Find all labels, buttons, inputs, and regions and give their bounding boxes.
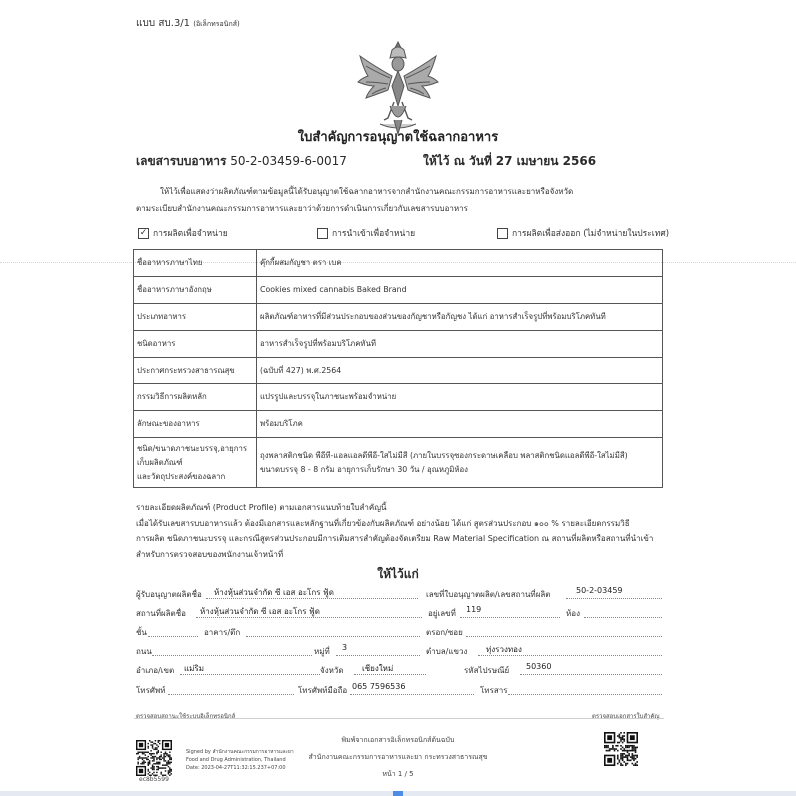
checkbox-empty-icon	[497, 228, 508, 239]
field-line	[336, 655, 420, 656]
purpose-option-label: การนำเข้าเพื่อจำหน่าย	[332, 229, 416, 239]
district-value: แม่ริม	[184, 664, 204, 673]
row-label: ชื่ออาหารภาษาอังกฤษ	[134, 276, 257, 303]
province-value: เชียงใหม่	[362, 664, 394, 673]
field-line	[466, 636, 662, 637]
row-label: ลักษณะของอาหาร	[134, 411, 257, 438]
alley-label: ตรอก/ซอย	[426, 628, 463, 637]
licensee-section-title: ให้ไว้แก่	[377, 567, 419, 581]
row-label: ประเภทอาหาร	[134, 303, 257, 330]
issued-date	[423, 152, 596, 171]
form-code	[136, 16, 240, 31]
row-value: (ฉบับที่ 427) พ.ศ.2564	[257, 357, 663, 384]
package-value-1: ถุงพลาสติกชนิด พีอีที-แอลแอลดีพีอี-ใสไม่มีสี (ภายในบรรจุซองกระดาษเคลือบ พลาสติกชนิดแอลดีพีอี-ใสไม่มีสี)	[260, 450, 628, 460]
licensee-name-value: ห้างหุ้นส่วนจำกัด ซี เอส อะโกร ฟู้ด	[214, 588, 334, 597]
room-label: ห้อง	[566, 609, 580, 618]
signature-line-1: Signed by สำนักงานคณะกรรมการอาหารและยา	[186, 749, 294, 755]
row-value: คุ๊กกี้ผสมกัญชา ตรา เบค	[257, 250, 663, 277]
field-line	[460, 617, 560, 618]
license-number-value: 50-2-03459	[576, 586, 623, 595]
registration-number	[136, 152, 347, 171]
profile-line-2: เมื่อได้รับเลขสารบบอาหารแล้ว ต้องมีเอกสารและหลักฐานที่เกี่ยวข้องกับผลิตภัณฑ์ อย่างน้อย ได้แก่ สูตรส่วนประกอบ ๑๐๐ % รายละเอียดกรรมวิธี	[136, 518, 630, 528]
field-line	[168, 694, 294, 695]
row-value: Cookies mixed cannabis Baked Brand	[257, 276, 663, 303]
table-row	[134, 250, 663, 277]
intro-line-1: ให้ไว้เพื่อแสดงว่าผลิตภัณฑ์ตามข้อมูลนี้ได้รับอนุญาตใช้ฉลากอาหารจากสำนักงานคณะกรรมการอาหารและยาหรือจังหวัด	[160, 187, 574, 196]
status-check-note: ตรวจสอบสถานะใช้ระบบอิเล็กทรอนิกส์	[136, 713, 236, 720]
row-value: ผลิตภัณฑ์อาหารที่มีส่วนประกอบของส่วนของกัญชาหรือกัญชง ได้แก่ อาหารสำเร็จรูปที่พร้อมบริโภคทันที	[257, 303, 663, 330]
field-line	[148, 636, 198, 637]
mobile-value: 065 7596536	[352, 682, 406, 691]
table-row	[134, 357, 663, 384]
package-label-1: ชนิด/ขนาดภาชนะบรรจุ,อายุการเก็บผลิตภัณฑ์	[137, 443, 248, 467]
row-label: ชนิดอาหาร	[134, 330, 257, 357]
mobile-label: โทรศัพท์มือถือ	[298, 686, 348, 695]
row-label: กรรมวิธีการผลิตหลัก	[134, 384, 257, 411]
subdistrict-value: ทุ่งรวงทอง	[486, 645, 522, 654]
table-row	[134, 276, 663, 303]
reg-value: 50-2-03459-6-0017	[230, 154, 347, 168]
purpose-option-export	[497, 226, 669, 240]
purpose-option-label: การผลิตเพื่อจำหน่าย	[153, 229, 228, 239]
row-value: อาหารสำเร็จรูปที่พร้อมบริโภคทันที	[257, 330, 663, 357]
district-label: อำเภอ/เขต	[136, 666, 175, 675]
field-line	[584, 617, 662, 618]
road-label: ถนน	[136, 647, 152, 656]
house-number-label: อยู่เลขที่	[428, 609, 456, 618]
issued-value: 27 เมษายน 2566	[495, 154, 597, 168]
row-value: แปรรูปและบรรจุในภาชนะพร้อมจำหน่าย	[257, 384, 663, 411]
document-title: ใบสำคัญการอนุญาตใช้ฉลากอาหาร	[297, 130, 499, 145]
building-label: อาคาร/ตึก	[204, 628, 241, 637]
agency-name: สำนักงานคณะกรรมการอาหารและยา กระทรวงสาธารณสุข	[308, 753, 488, 761]
place-name-label: สถานที่ผลิตชื่อ	[136, 609, 186, 618]
intro-paragraph	[136, 183, 666, 217]
issued-label: ให้ไว้ ณ วันที่	[423, 154, 492, 168]
viewer-scroll-track[interactable]	[0, 791, 796, 796]
package-value-2: ขนาดบรรจุ 8 - 8 กรัม อายุการเก็บรักษา 30 วัน / อุณหภูมิห้อง	[260, 464, 468, 474]
zip-value: 50360	[526, 662, 552, 671]
license-number-label: เลขที่ใบอนุญาตผลิต/เลขสถานที่ผลิต	[426, 590, 551, 599]
intro-line-2: ตามระเบียบสำนักงานคณะกรรมการอาหารและยาว่าด้วยการดำเนินการเกี่ยวกับเลขสารบบอาหาร	[136, 204, 468, 213]
subdistrict-label: ตำบล/แขวง	[426, 647, 468, 656]
footer-divider	[134, 718, 664, 719]
document-check-note: ตรวจสอบเอกสารใบสำคัญ	[592, 713, 660, 720]
table-row	[134, 411, 663, 438]
package-label-2: และวัตถุประสงค์ของฉลาก	[137, 471, 226, 481]
form-code-note: (อิเล็กทรอนิกส์)	[193, 20, 240, 28]
house-number-value: 119	[466, 605, 482, 614]
floor-label: ชั้น	[136, 628, 147, 637]
table-row-package	[134, 438, 663, 488]
print-note: พิมพ์จากเอกสารอิเล็กทรอนิกส์ต้นฉบับ	[341, 736, 455, 744]
field-line	[350, 694, 474, 695]
profile-line-3: การผลิต ชนิดภาชนะบรรจุ และกรณีสูตรส่วนประกอบมีการเติมสารสำคัญต้องจัดเตรียม Raw Material Specification ณ สถานที่ผลิตหรือสถานที่นำเข้า	[136, 534, 654, 543]
province-label: จังหวัด	[320, 666, 344, 675]
moo-value: 3	[342, 643, 348, 652]
field-line	[246, 636, 420, 637]
signature-line-3: Date: 2023-04-27T11:32:15.237+07:00	[186, 765, 286, 771]
table-row	[134, 303, 663, 330]
field-line	[152, 655, 312, 656]
row-label: ชื่ออาหารภาษาไทย	[134, 250, 257, 277]
purpose-option-production	[138, 226, 228, 240]
row-label: ประกาศกระทรวงสาธารณสุข	[134, 357, 257, 384]
field-line	[520, 674, 662, 675]
checkbox-empty-icon	[317, 228, 328, 239]
viewer-scroll-thumb[interactable]	[393, 791, 403, 796]
fax-label: โทรสาร	[480, 686, 508, 695]
page-indicator: หน้า 1 / 5	[382, 770, 414, 778]
profile-line-4: สำหรับการตรวจสอบของพนักงานเจ้าหน้าที่	[136, 549, 284, 559]
profile-line-1: รายละเอียดผลิตภัณฑ์ (Product Profile) ตามเอกสารแนบท้ายใบสำคัญนี้	[136, 503, 387, 512]
product-info-table	[133, 249, 663, 488]
garuda-emblem-icon	[354, 36, 442, 136]
row-value	[257, 438, 663, 488]
table-row	[134, 384, 663, 411]
place-name-value: ห้างหุ้นส่วนจำกัด ซี เอส อะโกร ฟู้ด	[200, 607, 320, 616]
moo-label: หมู่ที่	[314, 647, 330, 656]
licensee-name-label: ผู้รับอนุญาตผลิตชื่อ	[136, 590, 202, 599]
document-qr-code-icon[interactable]	[604, 732, 638, 766]
signature-line-2: Food and Drug Administration, Thailand	[186, 757, 286, 763]
field-line	[508, 694, 662, 695]
field-line	[566, 598, 662, 599]
phone-label: โทรศัพท์	[136, 686, 166, 695]
product-profile-note	[136, 500, 666, 562]
purpose-option-label: การผลิตเพื่อส่งออก (ไม่จำหน่ายในประเทศ)	[512, 229, 670, 239]
table-row	[134, 330, 663, 357]
zip-label: รหัสไปรษณีย์	[464, 666, 510, 675]
purpose-option-import	[317, 226, 415, 240]
reg-label: เลขสารบบอาหาร	[136, 154, 227, 168]
row-value: พร้อมบริโภค	[257, 411, 663, 438]
form-code-text: แบบ สบ.3/1	[136, 18, 191, 29]
checkbox-checked-icon: ✓	[139, 227, 148, 238]
qr-caption: ec8b5599	[139, 776, 169, 783]
row-label	[134, 438, 257, 488]
